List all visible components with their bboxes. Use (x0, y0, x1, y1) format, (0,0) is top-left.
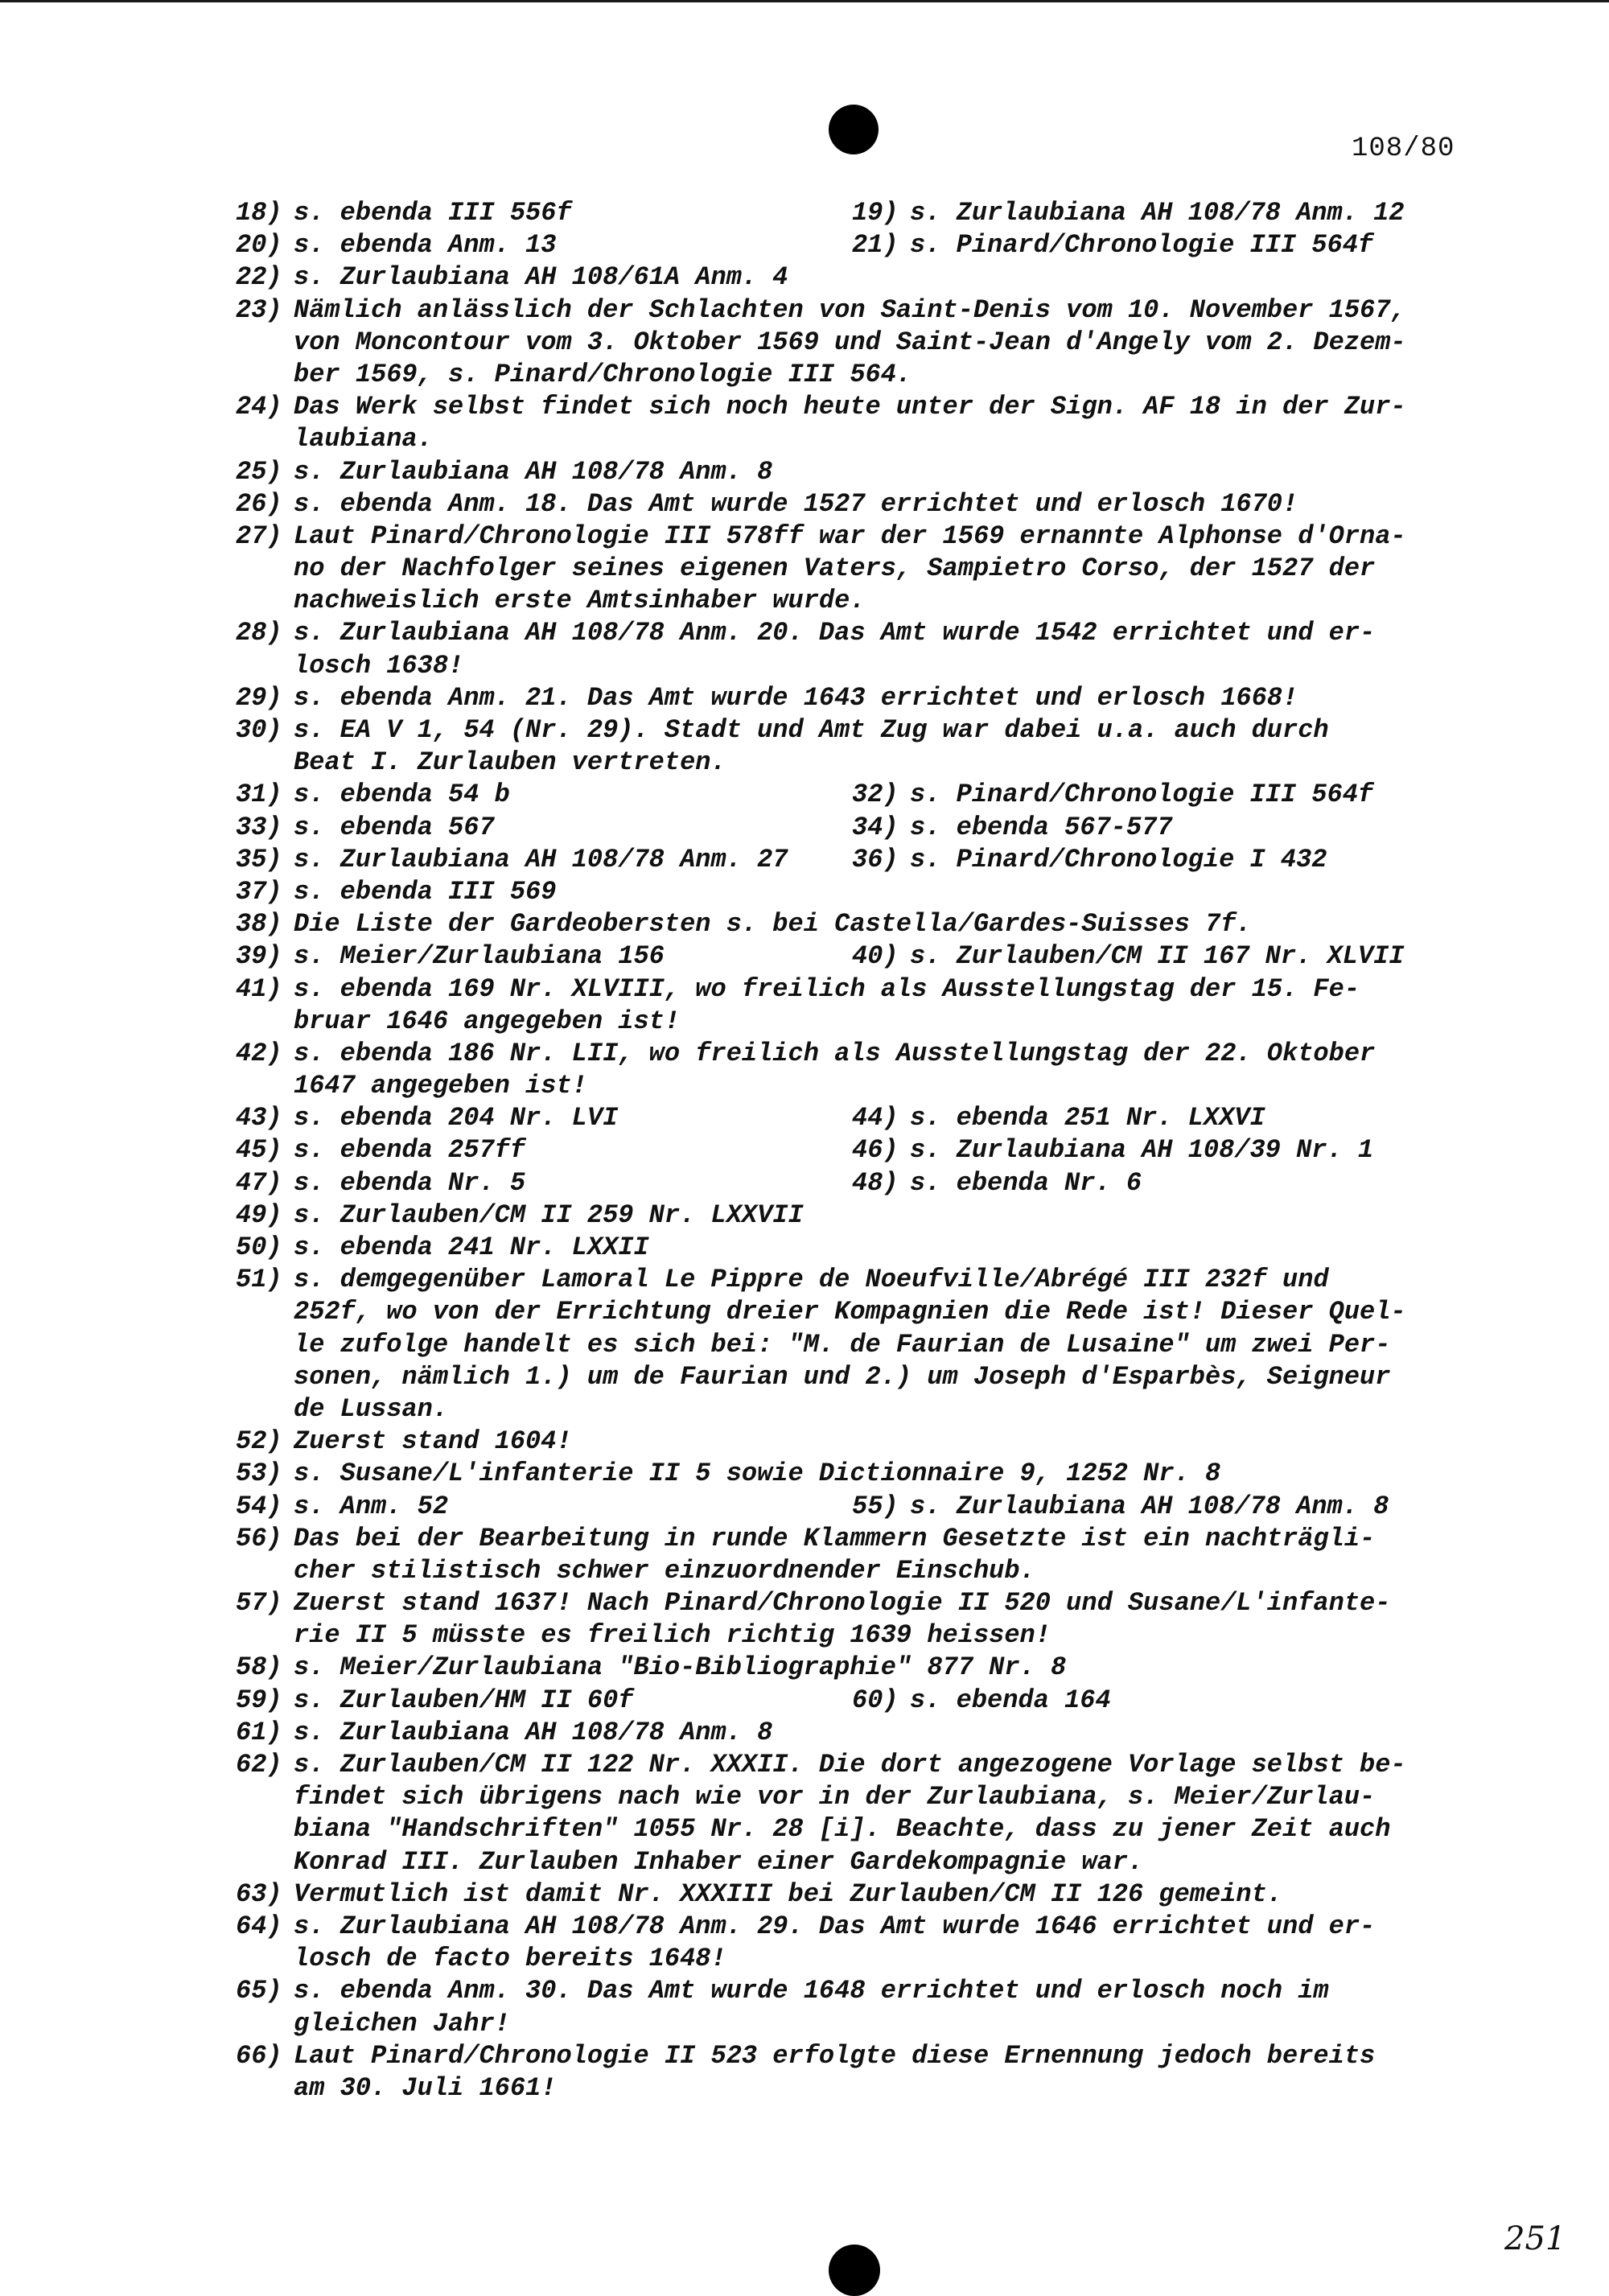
footnote-continuation (236, 1071, 1475, 1103)
footnote-continuation (236, 553, 1475, 586)
footnote (236, 1200, 1475, 1232)
footnote-text: s. Zurlauben/CM II 167 Nr. XLVII (910, 941, 1405, 972)
footnote-number: 19) (852, 198, 899, 228)
footnote-text: findet sich übrigens nach wie vor in der Zurlaubiana, s. Meier/Zurlau- (294, 1782, 1376, 1813)
footnote-text: nachweislich erste Amtsinhaber wurde. (294, 586, 866, 616)
footnote-number: 23) (236, 294, 282, 325)
footnote-continuation (236, 1814, 1475, 1846)
footnote-number: 41) (236, 973, 282, 1004)
footnote-number: 24) (236, 392, 282, 422)
footnote-text: s. ebenda Anm. 21. Das Amt wurde 1643 errichtet und erlosch 1668! (294, 682, 1298, 713)
footnote-number: 32) (852, 780, 899, 810)
footnote (236, 845, 852, 874)
footnote-text: s. Anm. 52 (294, 1491, 449, 1521)
footnote-text: s. Zurlaubiana AH 108/39 Nr. 1 (910, 1135, 1374, 1166)
footnote-number: 59) (236, 1685, 282, 1715)
footnote (236, 683, 1475, 715)
footnote-number: 21) (852, 230, 899, 261)
footnote-number: 48) (852, 1167, 899, 1198)
footnote-pair-row (236, 1103, 1475, 1135)
footnote-text: s. Pinard/Chronologie III 564f (910, 230, 1374, 261)
footnote (236, 392, 1475, 424)
footnote-text: no der Nachfolger seines eigenen Vaters, Sampietro Corso, der 1527 der (294, 553, 1376, 584)
footnote (236, 974, 1475, 1006)
footnote-text: s. EA V 1, 54 (Nr. 29). Stadt und Amt Zug war dabei u.a. auch durch (294, 715, 1329, 745)
footnote (236, 780, 852, 809)
footnote-continuation (236, 1556, 1475, 1588)
footnote-number: 50) (236, 1232, 282, 1262)
footnote-text: 1647 angegeben ist! (294, 1071, 587, 1101)
footnote (236, 262, 1475, 294)
footnote (236, 457, 1475, 489)
footnote-text: le zufolge handelt es sich bei: "M. de Faurian de Lusaine" um zwei Per- (294, 1329, 1391, 1360)
footnote-text: s. ebenda 164 (910, 1685, 1111, 1715)
footnote-number: 27) (236, 521, 282, 551)
footnote (236, 941, 852, 971)
footnote-number: 52) (236, 1426, 282, 1457)
footnote-continuation (236, 586, 1475, 618)
footnote-continuation (236, 1297, 1475, 1329)
footnote-text: Vermutlich ist damit Nr. XXXIII bei Zurlauben/CM II 126 gemeint. (294, 1878, 1282, 1909)
footnote-number: 54) (236, 1491, 282, 1521)
footnote (852, 813, 1475, 842)
footnote-number: 31) (236, 780, 282, 810)
footnote-text: s. ebenda 567 (294, 812, 495, 842)
footnote (236, 230, 852, 260)
footnote-text: Zuerst stand 1604! (294, 1426, 572, 1457)
footnote-number: 55) (852, 1491, 899, 1521)
footnote-number: 49) (236, 1199, 282, 1230)
punch-hole-bottom (829, 2245, 880, 2296)
page-top-edge (0, 0, 1609, 2)
footnote-text: Nämlich anlässlich der Schlachten von Saint-Denis vom 10. November 1567, (294, 294, 1406, 325)
footnote-continuation (236, 2073, 1475, 2105)
footnote-text: s. ebenda Anm. 18. Das Amt wurde 1527 errichtet und erlosch 1670! (294, 488, 1298, 519)
footnote-text: s. ebenda Anm. 30. Das Amt wurde 1648 errichtet und erlosch noch im (294, 1976, 1329, 2006)
footnote (236, 521, 1475, 553)
footnote (236, 1588, 1475, 1620)
footnote-number: 20) (236, 230, 282, 261)
footnote-text: s. ebenda 257ff (294, 1135, 526, 1166)
footnote-number: 66) (236, 2040, 282, 2071)
footnote-text: s. Zurlaubiana AH 108/78 Anm. 27 (294, 844, 788, 874)
footnote (236, 1750, 1475, 1782)
footnote-pair-row (236, 780, 1475, 812)
footnote-continuation (236, 327, 1475, 360)
footnote-continuation (236, 1006, 1475, 1039)
footnote-number: 46) (852, 1135, 899, 1166)
footnote-pair-row (236, 1685, 1475, 1718)
footnote (236, 877, 1475, 909)
footnote-number: 57) (236, 1588, 282, 1619)
footnote-pair-row (236, 230, 1475, 262)
punch-hole-top (829, 105, 879, 154)
footnote-text: Das Werk selbst findet sich noch heute unter der Sign. AF 18 in der Zur- (294, 392, 1406, 422)
footnote-number: 18) (236, 198, 282, 228)
footnote-number: 62) (236, 1750, 282, 1780)
footnote-continuation (236, 1944, 1475, 1976)
footnote-number: 47) (236, 1167, 282, 1198)
footnote (852, 1685, 1475, 1715)
footnote-continuation (236, 1847, 1475, 1879)
footnote (236, 1492, 852, 1521)
footnote-text: de Lussan. (294, 1393, 449, 1424)
page-number: 108/80 (1352, 134, 1455, 164)
footnote (236, 1459, 1475, 1491)
footnote-continuation (236, 360, 1475, 392)
footnote-text: s. Zurlauben/CM II 122 Nr. XXXII. Die dort angezogene Vorlage selbst be- (294, 1750, 1406, 1780)
footnote-text: Beat I. Zurlauben vertreten. (294, 747, 726, 778)
footnote-text: bruar 1646 angegeben ist! (294, 1006, 681, 1036)
footnote-text: s. Zurlaubiana AH 108/78 Anm. 8 (294, 1717, 773, 1747)
footnote-number: 45) (236, 1135, 282, 1166)
footnote (852, 1492, 1475, 1521)
footnote (236, 1232, 1475, 1265)
footnote-number: 38) (236, 909, 282, 940)
footnote-continuation (236, 1362, 1475, 1394)
footnote-text: Laut Pinard/Chronologie III 578ff war der 1569 ernannte Alphonse d'Orna- (294, 521, 1406, 551)
footnote (236, 1879, 1475, 1911)
footnote-number: 63) (236, 1878, 282, 1909)
footnote-continuation (236, 1620, 1475, 1652)
footnote-continuation (236, 2009, 1475, 2041)
footnote-number: 56) (236, 1523, 282, 1553)
footnote-text: s. ebenda Nr. 6 (910, 1167, 1142, 1198)
footnote (236, 1135, 852, 1165)
footnote-text: rie II 5 müsste es freilich richtig 1639 heissen! (294, 1620, 1051, 1651)
footnote (236, 1911, 1475, 1944)
footnote-pair-row (236, 198, 1475, 230)
footnote-pair-row (236, 1168, 1475, 1200)
footnote (236, 2041, 1475, 2073)
footnote (236, 489, 1475, 521)
footnote (236, 198, 852, 228)
footnote-number: 43) (236, 1103, 282, 1134)
footnote-text: Die Liste der Gardeobersten s. bei Castella/Gardes-Suisses 7f. (294, 909, 1252, 940)
footnote-text: s. ebenda 204 Nr. LVI (294, 1103, 619, 1134)
footnote (236, 1652, 1475, 1685)
footnote-number: 60) (852, 1685, 899, 1715)
footnote-text: s. Zurlaubiana AH 108/78 Anm. 12 (910, 198, 1405, 228)
footnote-text: s. ebenda 169 Nr. XLVIII, wo freilich als Ausstellungstag der 15. Fe- (294, 973, 1360, 1004)
footnote (852, 1168, 1475, 1198)
footnote-pair-row (236, 1135, 1475, 1167)
footnote-number: 65) (236, 1976, 282, 2006)
footnote-number: 58) (236, 1652, 282, 1683)
footnote-pair-row (236, 941, 1475, 973)
footnote-number: 42) (236, 1038, 282, 1068)
footnote-number: 40) (852, 941, 899, 972)
footnote-number: 64) (236, 1911, 282, 1941)
footnote (236, 1039, 1475, 1071)
footnote-text: losch de facto bereits 1648! (294, 1944, 726, 1974)
footnote-pair-row (236, 1492, 1475, 1524)
footnote-text: s. Zurlaubiana AH 108/78 Anm. 20. Das Amt wurde 1542 errichtet und er- (294, 618, 1376, 648)
footnote-number: 26) (236, 488, 282, 519)
footnote-number: 29) (236, 682, 282, 713)
footnote-continuation (236, 1330, 1475, 1362)
footnote-text: cher stilistisch schwer einzuordnender Einschub. (294, 1555, 1035, 1586)
footnote-text: s. Zurlaubiana AH 108/61A Anm. 4 (294, 262, 788, 293)
footnote-text: s. ebenda III 556f (294, 198, 572, 228)
footnote-text: am 30. Juli 1661! (294, 2072, 557, 2103)
footnote (236, 1426, 1475, 1459)
footnote-text: s. ebenda Nr. 5 (294, 1167, 526, 1198)
footnote-number: 34) (852, 812, 899, 842)
footnote (236, 1168, 852, 1198)
footnote-continuation (236, 1394, 1475, 1426)
footnote (852, 780, 1475, 809)
footnote-continuation (236, 747, 1475, 780)
footnote-text: s. demgegenüber Lamoral Le Pippre de Noeufville/Abrégé III 232f und (294, 1265, 1329, 1295)
footnote-text: sonen, nämlich 1.) um de Faurian und 2.) um Joseph d'Esparbès, Seigneur (294, 1361, 1391, 1392)
footnote-text: biana "Handschriften" 1055 Nr. 28 [i]. Beachte, dass zu jener Zeit auch (294, 1814, 1391, 1845)
footnote (236, 715, 1475, 747)
footnote-text: s. ebenda 241 Nr. LXXII (294, 1232, 649, 1262)
footnote-text: von Moncontour vom 3. Oktober 1569 und Saint-Jean d'Angely vom 2. Dezem- (294, 327, 1406, 357)
footnote-number: 53) (236, 1459, 282, 1489)
footnote-number: 33) (236, 812, 282, 842)
footnote-text: s. Meier/Zurlaubiana "Bio-Bibliographie" 877 Nr. 8 (294, 1652, 1067, 1683)
footnote (236, 1103, 852, 1133)
footnote (852, 230, 1475, 260)
footnote-text: s. ebenda Anm. 13 (294, 230, 557, 261)
footnote-number: 37) (236, 876, 282, 907)
footnote-text: s. Pinard/Chronologie III 564f (910, 780, 1374, 810)
footnote-text: s. Zurlauben/CM II 259 Nr. LXXVII (294, 1199, 804, 1230)
footnote-text: gleichen Jahr! (294, 2008, 510, 2039)
footnote-text: Zuerst stand 1637! Nach Pinard/Chronologie II 520 und Susane/L'infante- (294, 1588, 1391, 1619)
footnote-text: s. Zurlauben/HM II 60f (294, 1685, 634, 1715)
footnote-text: Das bei der Bearbeitung in runde Klammern Gesetzte ist ein nachträgli- (294, 1523, 1376, 1553)
footnote-number: 30) (236, 715, 282, 745)
footnote-number: 51) (236, 1265, 282, 1295)
footnote-continuation (236, 1782, 1475, 1814)
footnote-number: 28) (236, 618, 282, 648)
footnote-text: Konrad III. Zurlauben Inhaber einer Gardekompagnie war. (294, 1846, 1144, 1877)
footnote-text: 252f, wo von der Errichtung dreier Kompagnien die Rede ist! Dieser Quel- (294, 1297, 1406, 1327)
footnote-text: s. Zurlaubiana AH 108/78 Anm. 8 (294, 456, 773, 487)
footnote (236, 1718, 1475, 1750)
footnote-text: s. ebenda 186 Nr. LII, wo freilich als Ausstellungstag der 22. Oktober (294, 1038, 1376, 1068)
footnote-text: s. Zurlaubiana AH 108/78 Anm. 29. Das Amt wurde 1646 errichtet und er- (294, 1911, 1376, 1941)
footnote (852, 198, 1475, 228)
footnote (852, 941, 1475, 971)
footnote-number: 39) (236, 941, 282, 972)
footnote-text: s. Susane/L'infanterie II 5 sowie Dictionnaire 9, 1252 Nr. 8 (294, 1459, 1221, 1489)
footnote-continuation (236, 424, 1475, 456)
footnote-text: laubiana. (294, 424, 433, 455)
footnote-number: 25) (236, 456, 282, 487)
footnote (852, 845, 1475, 874)
footnote-number: 61) (236, 1717, 282, 1747)
footnote-text: s. Zurlaubiana AH 108/78 Anm. 8 (910, 1491, 1389, 1521)
footnote (236, 1685, 852, 1715)
handwritten-signature: 251 (1504, 2220, 1566, 2257)
footnote-number: 36) (852, 844, 899, 874)
footnote (236, 618, 1475, 650)
footnote (236, 1265, 1475, 1297)
footnote (236, 1524, 1475, 1556)
footnote (852, 1135, 1475, 1165)
footnote-pair-row (236, 813, 1475, 845)
footnote (236, 295, 1475, 327)
footnote-text: s. ebenda III 569 (294, 876, 557, 907)
footnote (236, 813, 852, 842)
footnote-text: Laut Pinard/Chronologie II 523 erfolgte diese Ernennung jedoch bereits (294, 2040, 1376, 2071)
footnote-pair-row (236, 845, 1475, 877)
footnotes-list (236, 198, 1475, 2105)
footnote-continuation (236, 651, 1475, 683)
footnote (236, 1976, 1475, 2008)
footnote-text: losch 1638! (294, 650, 464, 681)
footnote-number: 44) (852, 1103, 899, 1134)
footnote-text: ber 1569, s. Pinard/Chronologie III 564. (294, 359, 912, 389)
footnote (852, 1103, 1475, 1133)
footnote-text: s. Meier/Zurlaubiana 156 (294, 941, 665, 972)
footnote-text: s. ebenda 251 Nr. LXXVI (910, 1103, 1265, 1134)
footnote (236, 909, 1475, 941)
footnote-number: 35) (236, 844, 282, 874)
footnote-text: s. ebenda 54 b (294, 780, 510, 810)
footnote-text: s. Pinard/Chronologie I 432 (910, 844, 1327, 874)
footnote-number: 22) (236, 262, 282, 293)
footnote-text: s. ebenda 567-577 (910, 812, 1173, 842)
